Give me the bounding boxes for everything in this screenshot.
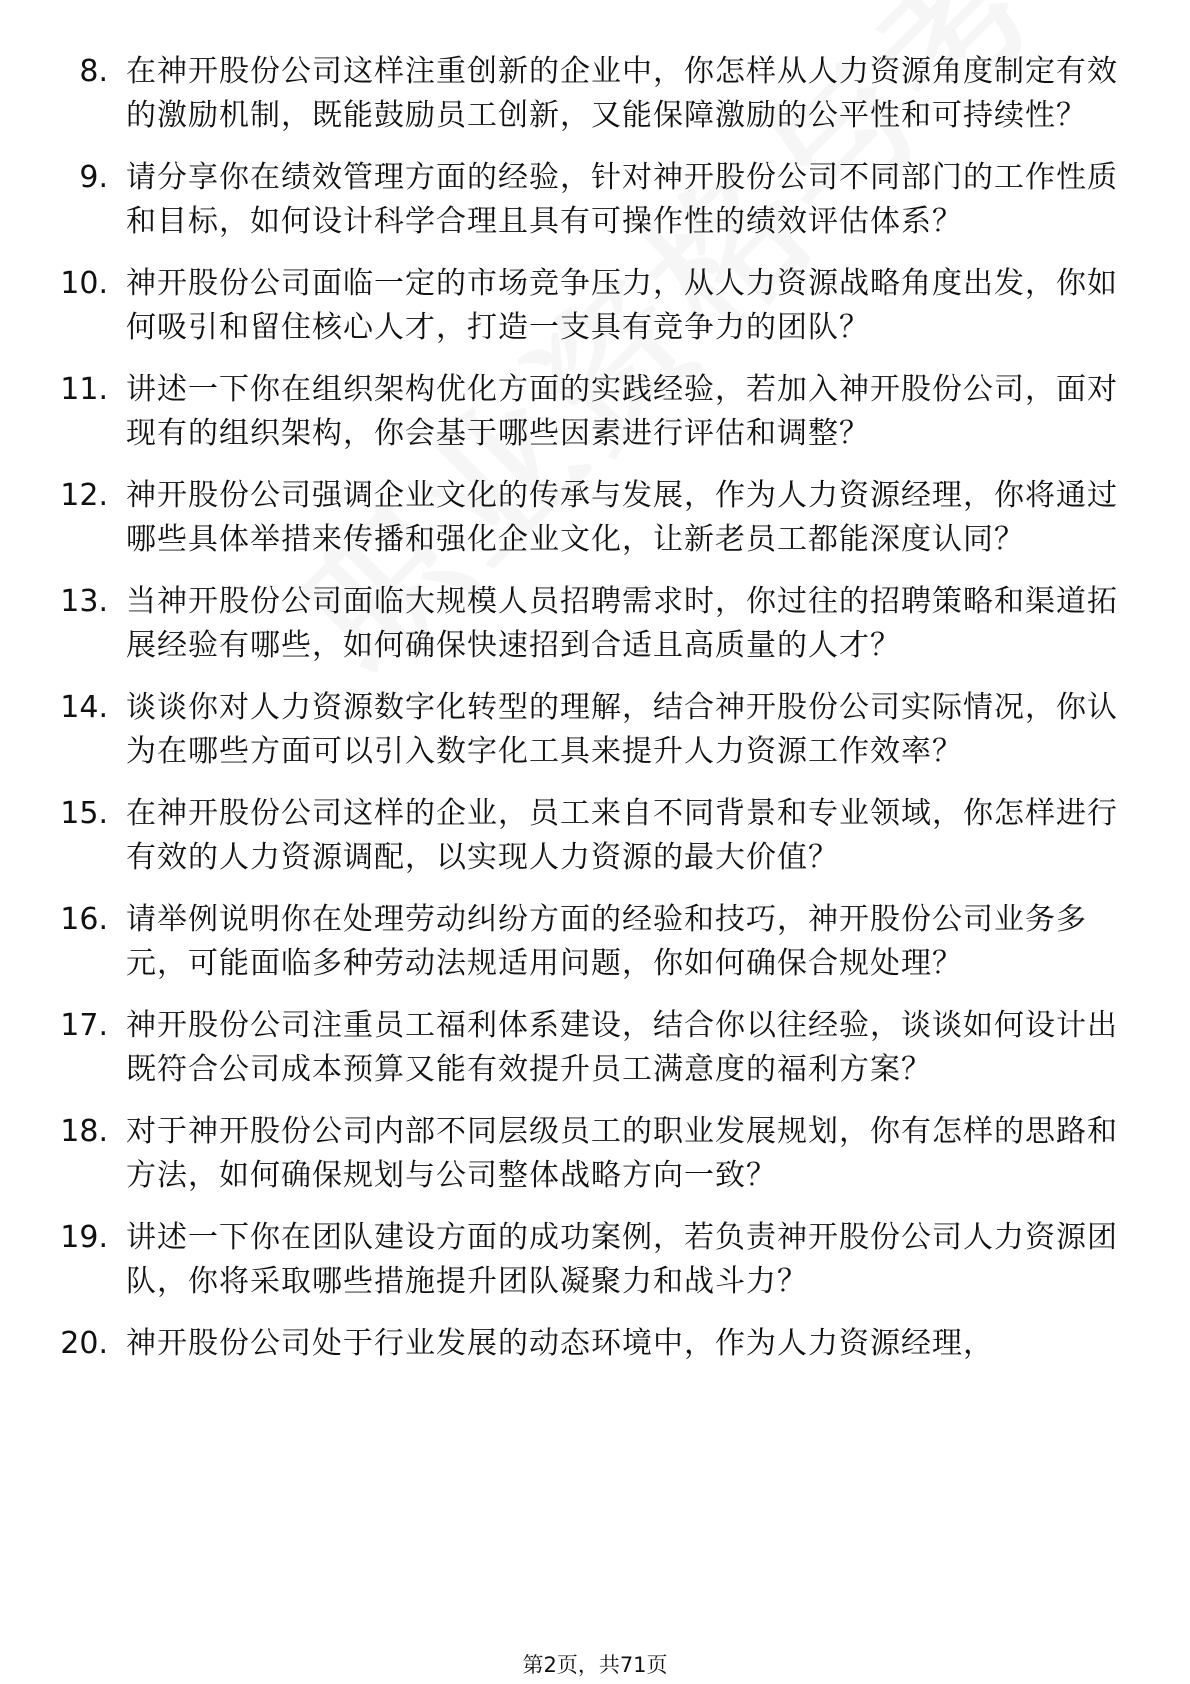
question-number: 10. [60, 266, 108, 301]
question-number: 8. [79, 54, 108, 89]
question-item [60, 898, 1120, 986]
question-item [60, 262, 1120, 350]
question-item [60, 580, 1120, 668]
question-text: 神开股份公司强调企业文化的传承与发展，作为人力资源经理，你将通过哪些具体举措来传播和强化企业文化，让新老员工都能深度认同？ [126, 478, 1118, 557]
question-item [60, 50, 1120, 138]
question-text: 神开股份公司注重员工福利体系建设，结合你以往经验，谈谈如何设计出既符合公司成本预算又能有效提升员工满意度的福利方案？ [126, 1008, 1118, 1087]
question-text: 讲述一下你在团队建设方面的成功案例，若负责神开股份公司人力资源团队，你将采取哪些措施提升团队凝聚力和战斗力？ [126, 1220, 1118, 1299]
question-number: 15. [60, 796, 108, 831]
question-item [60, 368, 1120, 456]
question-item [60, 1216, 1120, 1304]
question-item [60, 474, 1120, 562]
question-number: 19. [60, 1220, 108, 1255]
question-item [60, 156, 1120, 244]
question-text: 当神开股份公司面临大规模人员招聘需求时，你过往的招聘策略和渠道拓展经验有哪些，如何确保快速招到合适且高质量的人才？ [126, 584, 1118, 663]
question-text: 请举例说明你在处理劳动纠纷方面的经验和技巧，神开股份公司业务多元，可能面临多种劳动法规适用问题，你如何确保合规处理？ [126, 902, 1087, 981]
question-text: 请分享你在绩效管理方面的经验，针对神开股份公司不同部门的工作性质和目标，如何设计科学合理且具有可操作性的绩效评估体系？ [126, 160, 1118, 239]
question-number: 9. [79, 160, 108, 195]
question-number: 14. [60, 690, 108, 725]
question-text: 对于神开股份公司内部不同层级员工的职业发展规划，你有怎样的思路和方法，如何确保规划与公司整体战略方向一致？ [126, 1114, 1118, 1193]
question-number: 20. [60, 1326, 108, 1361]
question-item [60, 792, 1120, 880]
question-list [60, 50, 1120, 1384]
question-item [60, 1110, 1120, 1198]
question-item [60, 1322, 1120, 1366]
question-text: 神开股份公司处于行业发展的动态环境中，作为人力资源经理， [126, 1326, 994, 1361]
question-text: 在神开股份公司这样的企业，员工来自不同背景和专业领域，你怎样进行有效的人力资源调配，以实现人力资源的最大价值？ [126, 796, 1118, 875]
question-number: 16. [60, 902, 108, 937]
question-number: 18. [60, 1114, 108, 1149]
question-item [60, 1004, 1120, 1092]
question-number: 11. [60, 372, 108, 407]
question-text: 在神开股份公司这样注重创新的企业中，你怎样从人力资源角度制定有效的激励机制，既能鼓励员工创新，又能保障激励的公平性和可持续性？ [126, 54, 1118, 133]
question-number: 17. [60, 1008, 108, 1043]
question-number: 12. [60, 478, 108, 513]
question-text: 神开股份公司面临一定的市场竞争压力，从人力资源战略角度出发，你如何吸引和留住核心人才，打造一支具有竞争力的团队？ [126, 266, 1118, 345]
question-text: 谈谈你对人力资源数字化转型的理解，结合神开股份公司实际情况，你认为在哪些方面可以引入数字化工具来提升人力资源工作效率？ [126, 690, 1118, 769]
question-number: 13. [60, 584, 108, 619]
question-text: 讲述一下你在组织架构优化方面的实践经验，若加入神开股份公司，面对现有的组织架构，你会基于哪些因素进行评估和调整？ [126, 372, 1118, 451]
page-footer: 第2页，共71页 [522, 1653, 668, 1677]
question-item [60, 686, 1120, 774]
